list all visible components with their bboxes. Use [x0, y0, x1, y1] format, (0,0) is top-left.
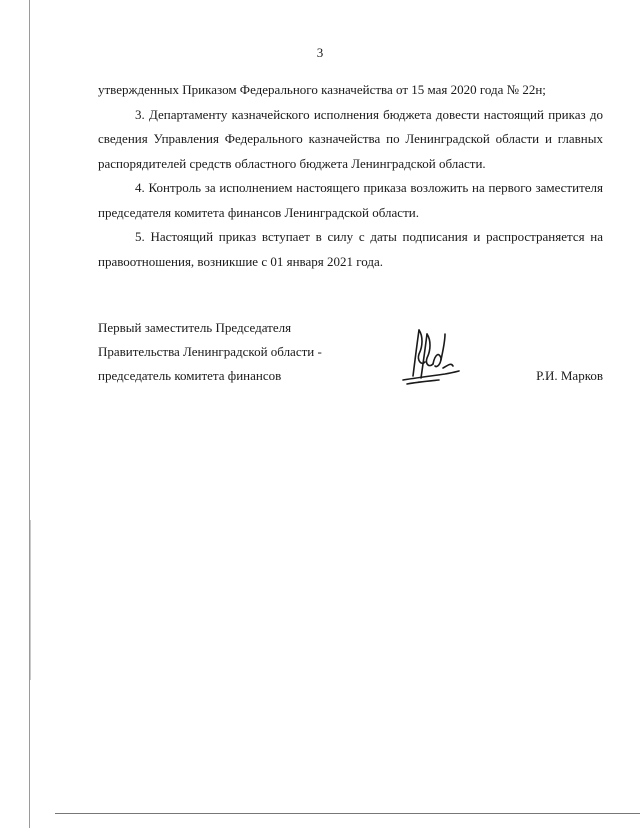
scan-edge-left: [29, 0, 30, 828]
signer-position-line: Правительства Ленинградской области -: [98, 344, 322, 359]
paragraph-item-5: 5. Настоящий приказ вступает в силу с даты подписания и распространяется на правоотношения, возникшие с 01 января 2021 года.: [98, 229, 603, 269]
paragraph-continuation: утвержденных Приказом Федерального казначейства от 15 мая 2020 года № 22н;: [98, 82, 546, 97]
page-number: 3: [316, 45, 324, 60]
scan-edge-left-inner: [30, 520, 31, 680]
scan-edge-bottom: [55, 813, 640, 814]
paragraph-item-4: 4. Контроль за исполнением настоящего приказа возложить на первого заместителя председателя комитета финансов Ленинградской области.: [98, 180, 603, 220]
signer-name: Р.И. Марков: [536, 368, 603, 383]
signer-position-line: Первый заместитель Председателя: [98, 320, 292, 335]
document-body: [98, 78, 603, 274]
handwritten-signature: [401, 324, 463, 394]
signer-position-line: председатель комитета финансов: [98, 368, 282, 383]
signature-block: [98, 316, 603, 388]
paragraph-item-3: 3. Департаменту казначейского исполнения бюджета довести настоящий приказ до сведения Управления Федерального казначейства по Ленинградской области и главных распорядителей средств областного бюджета Ленинградской области.: [98, 106, 603, 171]
signer-position: [98, 316, 603, 388]
